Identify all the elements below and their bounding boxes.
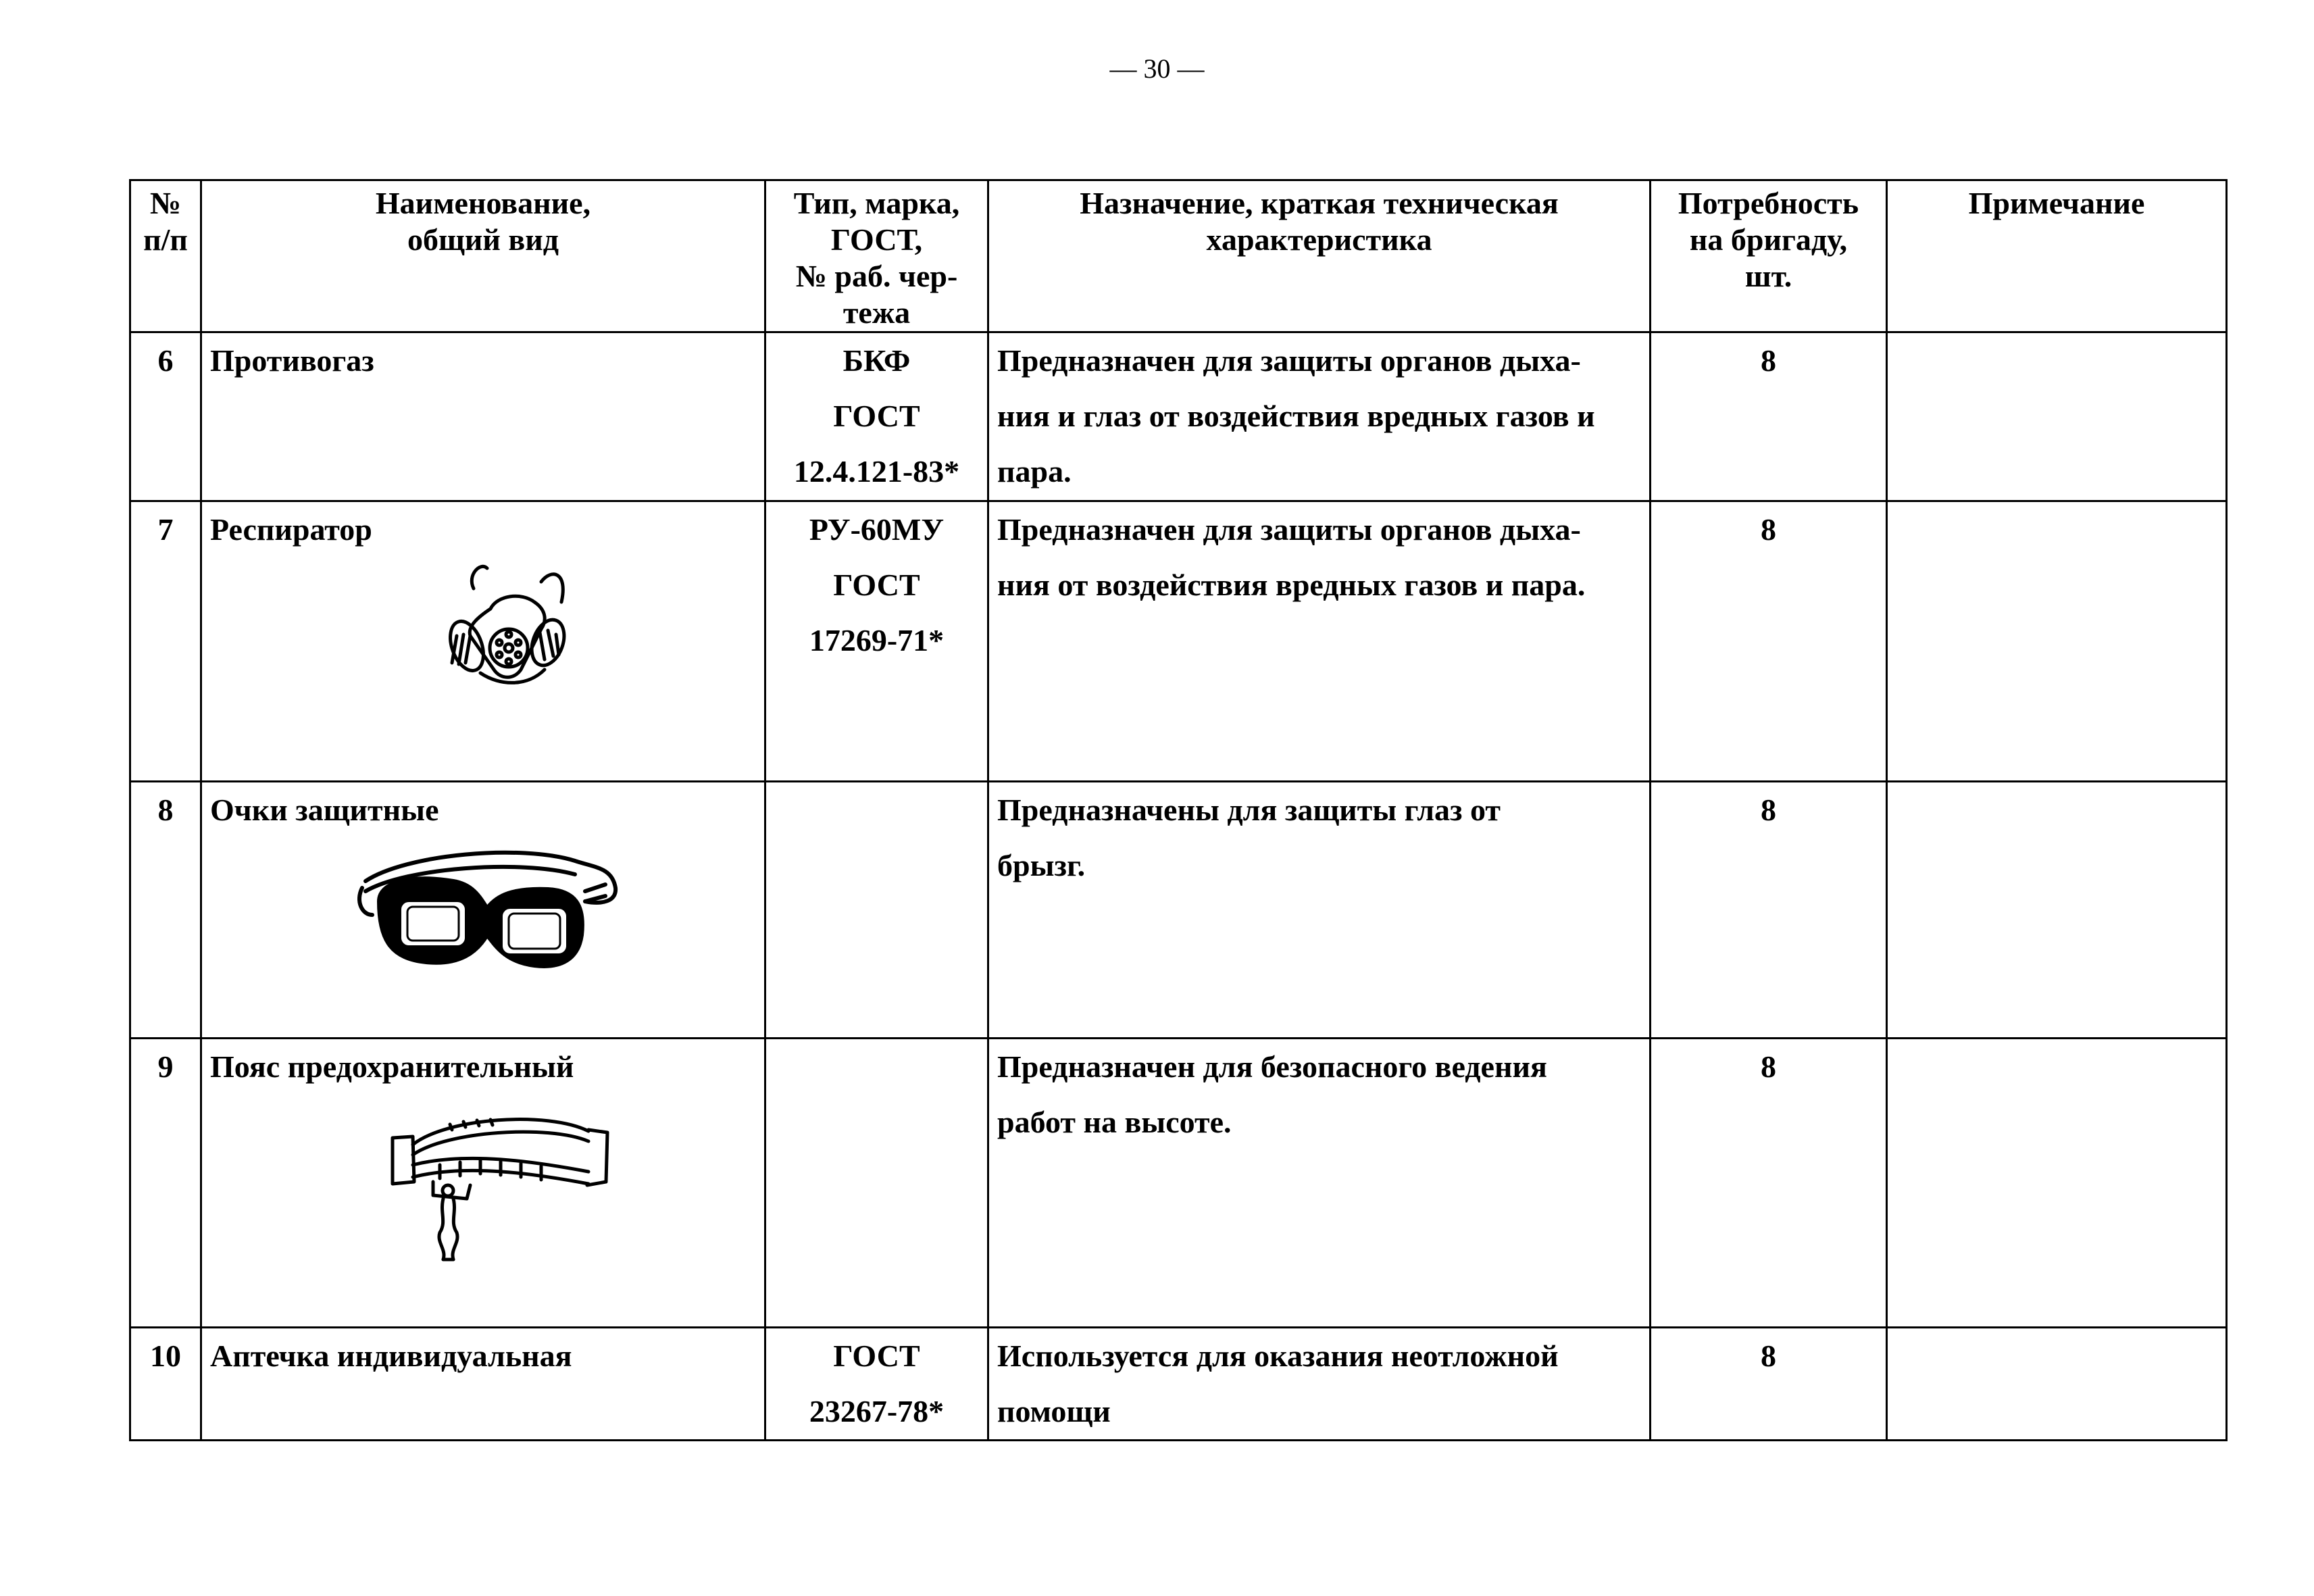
row-purpose: Предназначен для защиты органов дыха- ния и глаз от воздействия вредных газов и пара. (988, 332, 1651, 501)
equipment-table (129, 179, 2228, 1441)
row-type: РУ-60МУ ГОСТ 17269-71* (765, 501, 988, 782)
page-number: — 30 — (1109, 53, 1205, 84)
row-type (765, 782, 988, 1039)
row-name-cell (201, 332, 765, 501)
row-name: Очки защитные (210, 793, 439, 827)
table-header-row (130, 180, 2227, 332)
row-purpose: Предназначены для защиты глаз от брызг. (988, 782, 1651, 1039)
row-number: 10 (130, 1328, 201, 1441)
row-name: Аптечка индивидуальная (210, 1339, 572, 1373)
row-name: Противогаз (210, 343, 374, 378)
row-note (1887, 332, 2227, 501)
table-row (130, 1039, 2227, 1328)
row-name-cell (201, 782, 765, 1039)
row-quantity: 8 (1651, 1039, 1887, 1328)
row-name: Пояс предохранительный (210, 1049, 574, 1084)
row-number: 8 (130, 782, 201, 1039)
table-row (130, 501, 2227, 782)
row-name-cell (201, 1039, 765, 1328)
row-purpose: Предназначен для безопасного ведения работ на высоте. (988, 1039, 1651, 1328)
row-purpose: Используется для оказания неотложной помощи (988, 1328, 1651, 1441)
row-note (1887, 501, 2227, 782)
table-row (130, 782, 2227, 1039)
safety-belt-illustration (386, 1097, 615, 1273)
row-quantity: 8 (1651, 782, 1887, 1039)
row-type: ГОСТ 23267-78* (765, 1328, 988, 1441)
row-quantity: 8 (1651, 332, 1887, 501)
row-quantity: 8 (1651, 1328, 1887, 1441)
row-type (765, 1039, 988, 1328)
header-number: № п/п (130, 180, 201, 332)
row-name: Респиратор (210, 512, 372, 547)
row-name-cell (201, 1328, 765, 1441)
header-type: Тип, марка, ГОСТ, № раб. чер- тежа (765, 180, 988, 332)
row-quantity: 8 (1651, 501, 1887, 782)
row-purpose: Предназначен для защиты органов дыха- ния от воздействия вредных газов и пара. (988, 501, 1651, 782)
respirator-illustration (433, 562, 575, 697)
row-type: БКФ ГОСТ 12.4.121-83* (765, 332, 988, 501)
header-note: Примечание (1887, 180, 2227, 332)
header-purpose: Назначение, краткая техническая характеристика (988, 180, 1651, 332)
row-number: 6 (130, 332, 201, 501)
goggles-illustration (352, 841, 622, 976)
row-note (1887, 1039, 2227, 1328)
header-name: Наименование, общий вид (201, 180, 765, 332)
row-note (1887, 1328, 2227, 1441)
header-quantity: Потребность на бригаду, шт. (1651, 180, 1887, 332)
table-row (130, 1328, 2227, 1441)
row-number: 9 (130, 1039, 201, 1328)
row-name-cell (201, 501, 765, 782)
row-note (1887, 782, 2227, 1039)
table-row (130, 332, 2227, 501)
row-number: 7 (130, 501, 201, 782)
